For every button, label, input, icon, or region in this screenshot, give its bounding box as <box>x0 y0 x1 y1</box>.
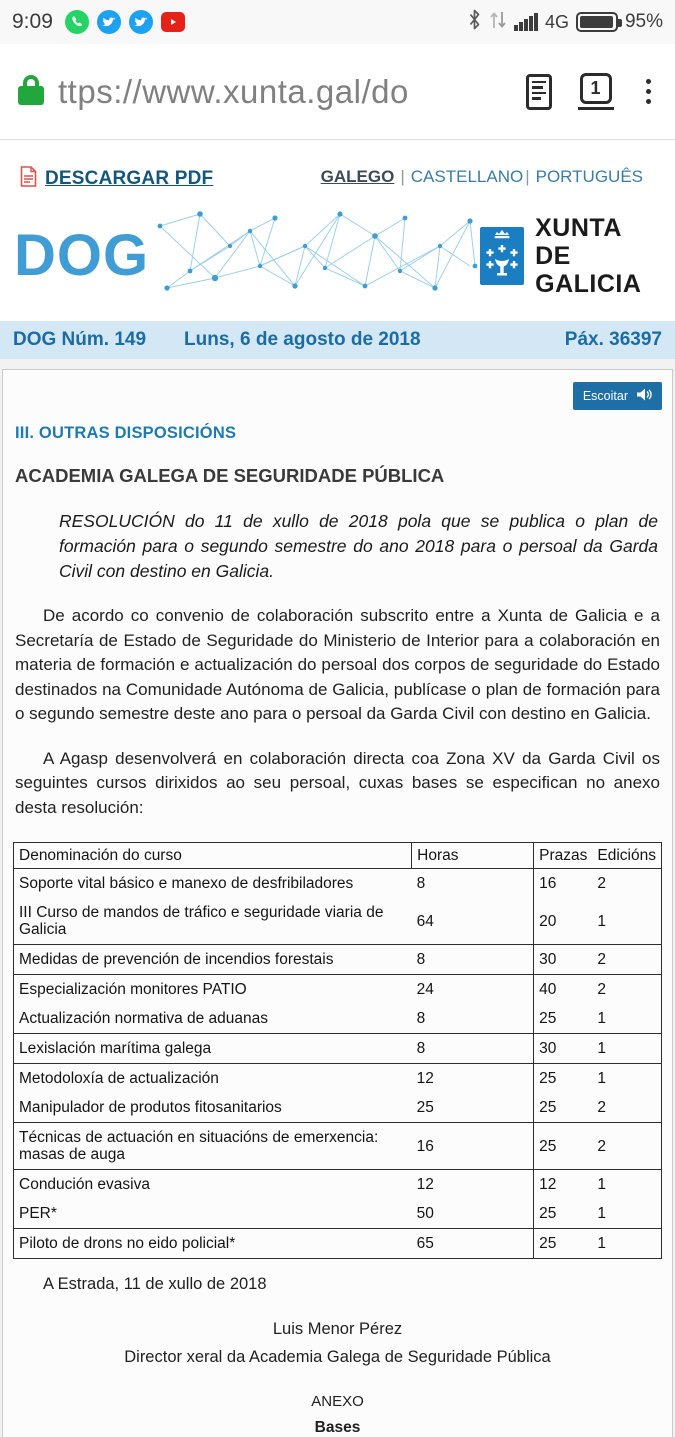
lang-portugues[interactable]: PORTUGUÊS <box>535 167 643 186</box>
table-row <box>14 1064 662 1094</box>
battery-percent-label: 95% <box>624 11 663 32</box>
paragraph: A Agasp desenvolverá en colaboración directa coa Zona XV da Garda Civil os seguintes cursos dirixidos ao seu persoal, cuxas bases se especifican no anexo desta resolución: <box>15 748 660 817</box>
site-header <box>0 140 675 321</box>
xunta-name-line1: XUNTA <box>535 213 622 242</box>
table-cell: Actualización normativa de aduanas <box>19 1010 269 1027</box>
twitter-notification-icon <box>129 10 153 34</box>
table-cell: 30 <box>534 945 593 975</box>
table-cell: Medidas de prevención de incendios forestais <box>19 951 334 968</box>
signer-role: Director xeral da Academia Galega de Seguridade Pública <box>124 1348 551 1366</box>
clock: 9:09 <box>12 10 53 33</box>
col-header-curso: Denominación do curso <box>19 847 182 864</box>
annex-subtitle: Bases <box>314 1419 361 1436</box>
table-row <box>14 1093 662 1123</box>
table-cell: Técnicas de actuación en situacións de emerxencia: masas de auga <box>19 1129 379 1163</box>
table-cell: Metodoloxía de actualización <box>19 1070 219 1087</box>
doc-info-bar <box>0 321 675 359</box>
table-cell: 1 <box>597 1176 607 1193</box>
table-cell: 1 <box>597 1235 607 1252</box>
table-cell: Especialización monitores PATIO <box>19 981 247 998</box>
table-cell: 25 <box>534 1004 593 1034</box>
xunta-shield-icon <box>480 227 524 285</box>
table-cell: Piloto de drons no eido policial* <box>19 1235 236 1252</box>
table-row-group <box>14 1123 662 1170</box>
table-cell: 25 <box>534 1093 593 1123</box>
table-cell: 1 <box>597 1070 607 1087</box>
table-cell: 30 <box>534 1034 593 1064</box>
closing-place-date: A Estrada, 11 de xullo de 2018 <box>43 1275 267 1293</box>
bluetooth-icon <box>467 9 482 35</box>
data-transfer-arrows-icon <box>489 10 507 35</box>
table-cell: 8 <box>416 875 426 892</box>
https-lock-icon <box>18 84 44 106</box>
table-row <box>14 1004 662 1034</box>
listen-button[interactable] <box>573 382 662 410</box>
table-cell: 2 <box>597 951 607 968</box>
network-type-label: 4G <box>544 11 569 32</box>
table-cell: 16 <box>416 1137 434 1155</box>
table-row-group <box>14 869 662 945</box>
organism-heading: ACADEMIA GALEGA DE SEGURIDADE PÚBLICA <box>15 465 445 486</box>
table-row-group <box>14 1034 662 1064</box>
table-cell: 1 <box>597 1205 607 1222</box>
table-cell: 25 <box>534 1199 593 1229</box>
xunta-logo <box>480 214 663 298</box>
resolution-title: RESOLUCIÓN do 11 de xullo de 2018 pola que se publica o plan de formación para o segundo semestre do ano 2018 para o persoal da Garda Civil con destino en Galicia. <box>59 511 658 581</box>
table-row <box>14 975 662 1005</box>
table-cell: 2 <box>597 875 607 892</box>
annex-label: ANEXO <box>311 1393 364 1410</box>
table-row <box>14 1034 662 1064</box>
status-bar <box>0 0 675 44</box>
pdf-file-icon <box>20 166 37 192</box>
lang-castellano[interactable]: CASTELLANO <box>410 167 524 186</box>
youtube-notification-icon <box>161 12 185 32</box>
table-cell: 25 <box>534 1123 593 1170</box>
doc-number: DOG Núm. 149 <box>13 329 147 350</box>
table-cell: PER* <box>19 1205 57 1222</box>
article-content <box>2 369 673 1437</box>
dog-logo: DOG <box>14 222 150 288</box>
language-switcher: GALEGO | CASTELLANO | PORTUGUÊS <box>320 167 643 186</box>
table-cell: 2 <box>597 1099 607 1116</box>
tab-switcher-button[interactable] <box>578 73 614 111</box>
table-cell: 1 <box>597 912 607 930</box>
listen-label: Escoitar <box>582 389 628 403</box>
table-row <box>14 1123 662 1170</box>
col-header-prazas: Prazas <box>534 843 593 869</box>
table-cell: III Curso de mandos de tráfico e seguridade viaria de Galicia <box>19 904 384 938</box>
paragraph: De acordo co convenio de colaboración subscrito entre a Xunta de Galicia e a Secretaría de Estado de Seguridade do Ministerio de Interior para a colaboración en materia de formación e actualización do persoal dos corpos de seguridade do Estado destinados na Comunidade Autónoma de Galicia, publícase o plan de formación para o segundo semestre deste ano para o persoal da Garda Civil con destino en Galicia. <box>15 606 660 723</box>
table-cell: 8 <box>416 1040 426 1057</box>
table-cell: 50 <box>416 1205 434 1222</box>
table-cell: 64 <box>416 912 434 930</box>
dog-network-graphic <box>155 204 480 301</box>
table-row-group <box>14 975 662 1034</box>
table-cell: 12 <box>534 1170 593 1200</box>
reader-mode-icon[interactable] <box>526 74 552 110</box>
table-cell: 20 <box>534 898 593 945</box>
table-cell: 8 <box>416 951 426 968</box>
table-row-group <box>14 1229 662 1259</box>
browser-menu-icon[interactable] <box>640 75 658 109</box>
table-row-group <box>14 1064 662 1123</box>
table-cell: 16 <box>534 869 593 899</box>
table-cell: 24 <box>416 981 434 998</box>
table-row <box>14 1170 662 1200</box>
url-field[interactable] <box>58 73 518 111</box>
section-heading: III. OUTRAS DISPOSICIÓNS <box>15 424 237 442</box>
table-row <box>14 1199 662 1229</box>
table-header-row <box>14 843 662 869</box>
twitter-notification-icon <box>97 10 121 34</box>
xunta-name-line2: DE GALICIA <box>535 241 642 298</box>
table-cell: Condución evasiva <box>19 1176 150 1193</box>
courses-table <box>13 842 662 1259</box>
table-cell: 25 <box>534 1229 593 1259</box>
battery-icon <box>576 12 618 32</box>
table-cell: 1 <box>597 1010 607 1027</box>
table-row <box>14 945 662 975</box>
table-row <box>14 898 662 945</box>
url-text: ttps://www.xunta.gal/do <box>58 72 409 110</box>
doc-page-number: Páx. 36397 <box>564 329 662 350</box>
download-pdf-link[interactable] <box>20 166 213 192</box>
table-row-group <box>14 1170 662 1229</box>
table-row <box>14 869 662 899</box>
table-cell: 8 <box>416 1010 426 1027</box>
signal-strength-icon <box>514 13 538 31</box>
table-cell: Soporte vital básico e manexo de desfribiladores <box>19 875 354 892</box>
table-cell: 2 <box>597 1137 607 1155</box>
col-header-edicions: Edicións <box>597 847 656 864</box>
browser-address-bar <box>0 44 675 140</box>
table-cell: 2 <box>597 981 607 998</box>
table-cell: 12 <box>416 1070 434 1087</box>
doc-date: Luns, 6 de agosto de 2018 <box>184 329 421 350</box>
tab-count: 1 <box>580 73 612 104</box>
speaker-icon <box>637 388 652 404</box>
table-cell: 40 <box>534 975 593 1005</box>
table-cell: Lexislación marítima galega <box>19 1040 212 1057</box>
table-cell: 25 <box>534 1064 593 1094</box>
col-header-horas: Horas <box>412 843 534 869</box>
table-cell: Manipulador de produtos fitosanitarios <box>19 1099 282 1116</box>
table-cell: 1 <box>597 1040 607 1057</box>
table-row <box>14 1229 662 1259</box>
whatsapp-notification-icon <box>65 10 89 34</box>
lang-galego[interactable]: GALEGO <box>320 167 395 186</box>
download-pdf-label: DESCARGAR PDF <box>45 168 214 189</box>
table-cell: 25 <box>416 1099 434 1116</box>
table-cell: 65 <box>416 1235 434 1252</box>
table-row-group <box>14 945 662 975</box>
table-cell: 12 <box>416 1176 434 1193</box>
signer-name: Luis Menor Pérez <box>272 1320 403 1338</box>
